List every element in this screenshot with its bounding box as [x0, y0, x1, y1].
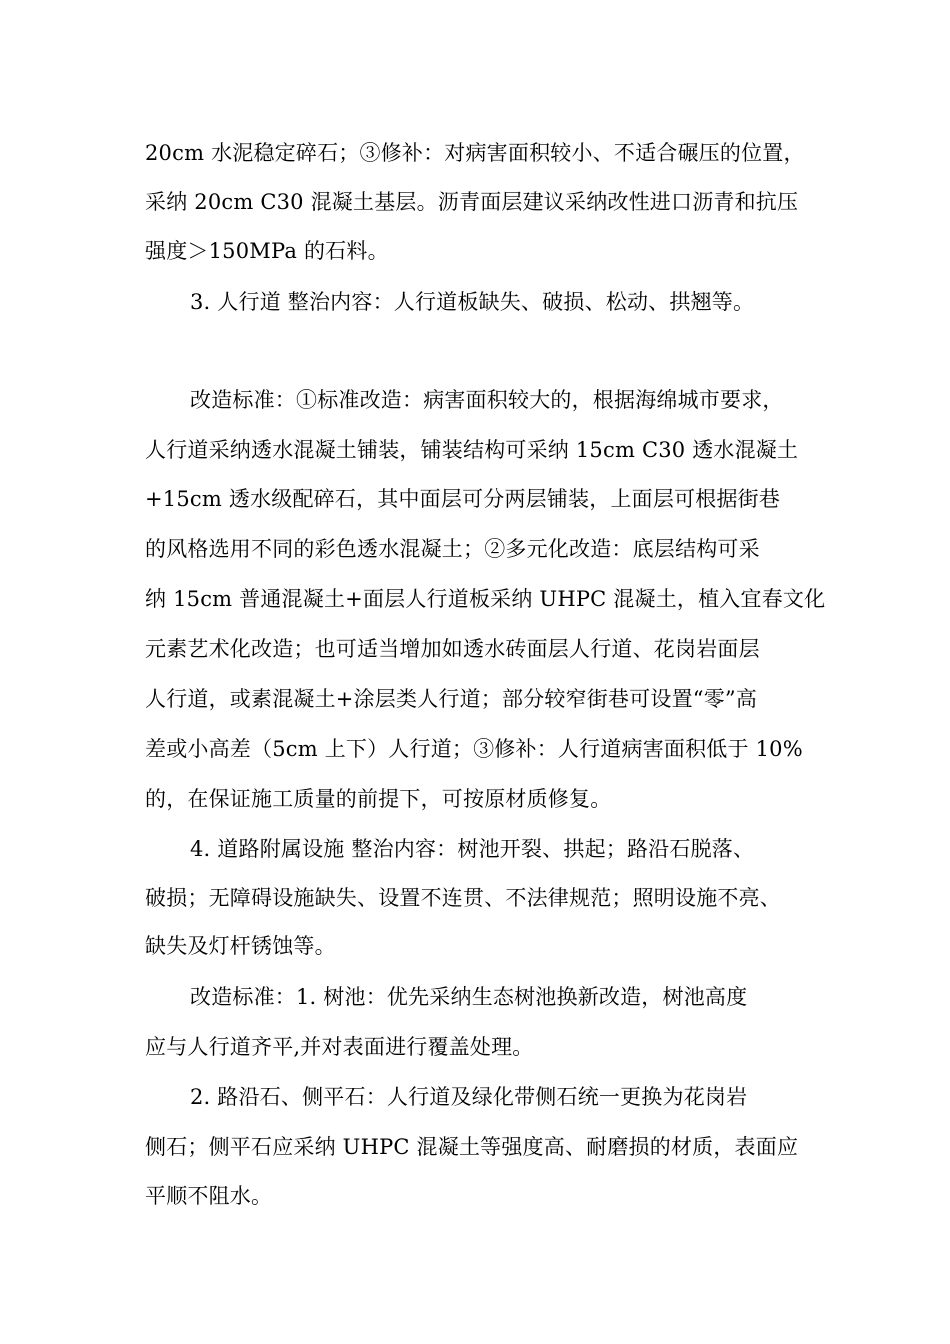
text-line: 的风格选用不同的彩色透水混凝土；②多元化改造：底层结构可采: [145, 537, 760, 561]
section-heading-3: 3. 人行道 整治内容：人行道板缺失、破损、松动、拱翘等。: [190, 290, 755, 314]
text-line: 强度＞150MPa 的石料。: [145, 239, 389, 263]
text-line: 平顺不阻水。: [145, 1184, 273, 1208]
text-line: 侧石；侧平石应采纳 UHPC 混凝土等强度高、耐磨损的材质，表面应: [145, 1135, 799, 1159]
text-line: 纳 15cm 普通混凝土+面层人行道板采纳 UHPC 混凝土，植入宜春文化: [145, 587, 826, 611]
text-line: 应与人行道齐平,并对表面进行覆盖处理。: [145, 1035, 534, 1059]
text-line: 缺失及灯杆锈蚀等。: [145, 934, 336, 958]
text-line: 改造标准：①标准改造：病害面积较大的，根据海绵城市要求，: [190, 388, 784, 412]
text-line: 破损；无障碍设施缺失、设置不连贯、不法律规范；照明设施不亮、: [145, 886, 781, 910]
section-heading-4: 4. 道路附属设施 整治内容：树池开裂、拱起；路沿石脱落、: [190, 837, 755, 861]
text-line: 差或小高差（5cm 上下）人行道；③修补：人行道病害面积低于 10%: [145, 737, 803, 761]
text-line: 元素艺术化改造；也可适当增加如透水砖面层人行道、花岗岩面层: [145, 637, 760, 661]
text-line: 20cm 水泥稳定碎石；③修补：对病害面积较小、不适合碾压的位置，: [145, 141, 805, 165]
text-line: 采纳 20cm C30 混凝土基层。沥青面层建议采纳改性进口沥青和抗压: [145, 190, 799, 214]
text-line: 人行道，或素混凝土+涂层类人行道；部分较窄街巷可设置“零”高: [145, 687, 758, 711]
text-line: +15cm 透水级配碎石，其中面层可分两层铺装，上面层可根据街巷: [145, 487, 781, 511]
text-line: 2. 路沿石、侧平石：人行道及绿化带侧石统一更换为花岗岩: [190, 1085, 748, 1109]
text-line: 人行道采纳透水混凝土铺装，铺装结构可采纳 15cm C30 透水混凝土: [145, 438, 799, 462]
text-line: 的，在保证施工质量的前提下，可按原材质修复。: [145, 787, 612, 811]
text-line: 改造标准：1. 树池：优先采纳生态树池换新改造，树池高度: [190, 985, 748, 1009]
